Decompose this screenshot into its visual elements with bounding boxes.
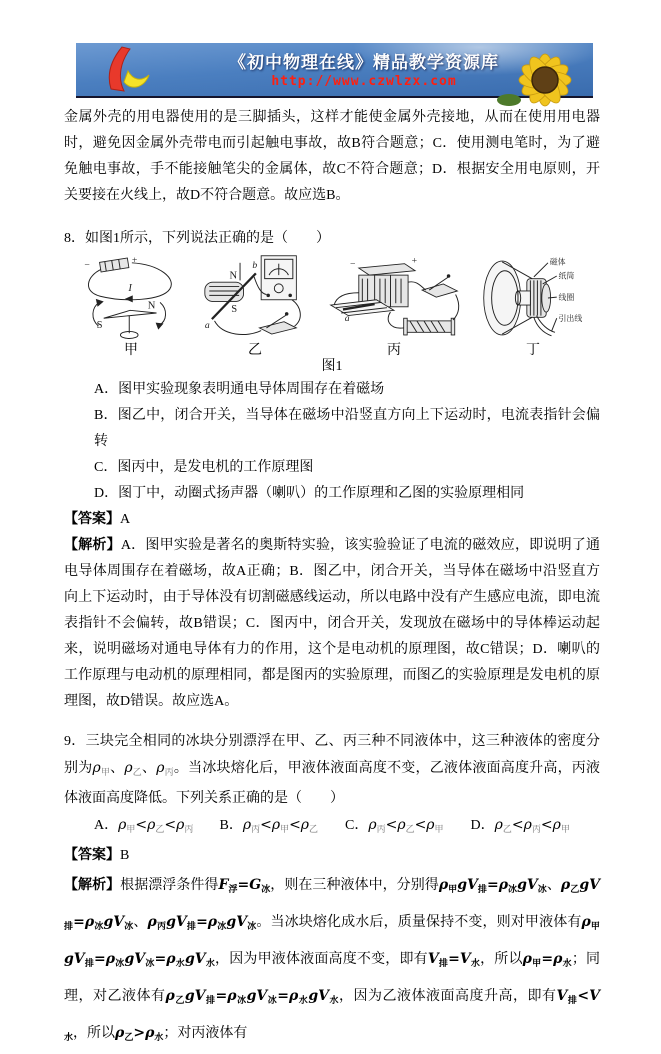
- q8-stem: 8．如图1所示，下列说法正确的是（ ）: [64, 231, 330, 246]
- q9-answer-label: 【答案】: [64, 848, 120, 863]
- subfig-label-bing: 丙: [387, 343, 401, 358]
- sunflower-icon: [499, 40, 591, 106]
- q9-option-c: C．$\rho_丙<\rho_乙<\rho_甲$: [345, 817, 444, 835]
- label-south-pole: S: [96, 319, 103, 331]
- speaker-diagram: [474, 254, 592, 342]
- banner-url: http://www.czwlzx.com: [271, 74, 457, 89]
- q8-option-c: C．图丙中，是发电机的工作原理图: [94, 460, 314, 475]
- label-n-pole: N: [229, 270, 238, 282]
- label-minus: −: [84, 260, 90, 272]
- label-lead-wires: 引出线: [558, 313, 583, 323]
- subfig-label-ding: 丁: [526, 343, 540, 358]
- generator-demo-diagram: [196, 254, 314, 342]
- q8-analysis: 【解析】A．图甲实验是著名的奥斯特实验，该实验验证了电流的磁效应，即说明了通电导体周围存在着磁场，故A正确；B．图乙中，闭合开关，当导体在磁场中沿竖直方向上下运动时，由于导体没有切割磁感线运动，所以电路中没有产生感应电流，即电流表指针不会偏转，故B错误；C．图丙中，闭合开关，发现放在磁场中的导体棒运动起来，说明磁场对通电导体有力的作用，这个是电动机的原理图，故C错误；D．喇叭的工作原理与电动机的原理相同，都是图丙的实验原理，而图乙的实验原理是发电机的原理图，故D错误。故应选A。: [64, 538, 601, 709]
- q8-option-d: D．图丁中，动圈式扬声器（喇叭）的工作原理和乙图的实验原理相同: [94, 486, 525, 501]
- label-paper-tube: 纸筒: [558, 271, 575, 281]
- q9-option-a: A．$\rho_甲<\rho_乙<\rho_丙$: [94, 817, 194, 835]
- subfig-label-jia: 甲: [124, 343, 138, 358]
- banner-text: [194, 48, 534, 89]
- label-b-end: b: [252, 260, 258, 272]
- label-minus: −: [350, 258, 356, 270]
- label-current: I: [128, 282, 132, 294]
- label-coil: 线圈: [558, 292, 575, 302]
- document-content: [64, 105, 600, 1054]
- label-a-end: a: [204, 319, 210, 331]
- q8-answer-label: 【答案】: [64, 512, 120, 527]
- q8-options: [64, 377, 600, 507]
- q8-option-a: A．图甲实验现象表明通电导体周围存在着磁场: [94, 382, 385, 397]
- site-banner: [76, 43, 593, 98]
- q9-stem: 9．三块完全相同的冰块分别漂浮在甲、乙、丙三种不同液体中，这三种液体的密度分别为$\rho_甲$、$\rho_乙$、$\rho_丙$。当冰块熔化后，甲液体液面高度不变，乙液体液面高度升高，丙液体液面高度降低。下列关系正确的是（ ）: [64, 734, 601, 806]
- oersted-experiment-diagram: [72, 254, 190, 342]
- q8-answer-line: [64, 507, 600, 533]
- label-plus: +: [411, 255, 418, 267]
- q9-option-d: D．$\rho_乙<\rho_丙<\rho_甲$: [470, 817, 570, 835]
- subfigure-yi: [196, 254, 314, 359]
- q9-options: [64, 812, 600, 843]
- label-plus: +: [131, 254, 138, 266]
- subfigure-jia: [72, 254, 190, 359]
- site-logo-icon: [98, 45, 152, 97]
- q8-option-b: B．图乙中，闭合开关，当导体在磁场中沿竖直方向上下运动时，电流表指针会偏转: [94, 408, 600, 449]
- q9-analysis: 【解析】根据漂浮条件得$F_浮=G_冰$，则在三种液体中，分别得$\rho_甲gV_排=\rho_冰gV_冰$、$\rho_乙gV_排=\rho_冰gV_冰$、$\rho_丙gV_排=\rho_冰gV_冰$。当冰块熔化成水后，质量保持不变，则对甲液体有$\rho_甲gV_排=\rho_冰gV_冰=\rho_水gV_水$，因为甲液体液面高度不变，即有$V_排=V_水$，所以$\rho_甲=\rho_水$；同理，对乙液体有$\rho_乙gV_排=\rho_冰gV_冰=\rho_水gV_水$，因为乙液体液面高度升高，即有$V_排<V_水$，所以$\rho_乙>\rho_水$；对丙液体有: [64, 877, 601, 1043]
- q9-answer-value: B: [120, 848, 130, 863]
- q8-answer-value: A: [120, 512, 131, 527]
- q9-option-b: B．$\rho_丙<\rho_甲<\rho_乙$: [219, 817, 319, 835]
- label-north-pole: N: [147, 300, 156, 312]
- figure-row: [72, 254, 592, 359]
- q9-answer-line: [64, 843, 600, 869]
- banner-title: 《初中物理在线》精品教学资源库: [229, 53, 499, 72]
- subfig-label-yi: 乙: [248, 343, 262, 358]
- label-s-pole: S: [231, 304, 238, 316]
- label-magnet: 磁体: [549, 257, 566, 267]
- intro-paragraph: 金属外壳的用电器使用的是三脚插头，这样才能使金属外壳接地，从而在使用用电器时，避免因金属外壳带电而引起触电事故，故B符合题意；C．使用测电笔时，为了避免触电事故，手不能接触笔尖的金属体，故C不符合题意；D．根据安全用电原则，开关要接在火线上，故D不符合题意。故应选B。: [64, 110, 600, 203]
- subfigure-ding: [474, 254, 592, 359]
- motor-demo-diagram: [320, 254, 468, 342]
- subfigure-bing: [320, 254, 468, 359]
- label-a-rod: a: [344, 312, 350, 324]
- figure-caption: 图1: [321, 359, 343, 374]
- q8-figure: [64, 254, 600, 375]
